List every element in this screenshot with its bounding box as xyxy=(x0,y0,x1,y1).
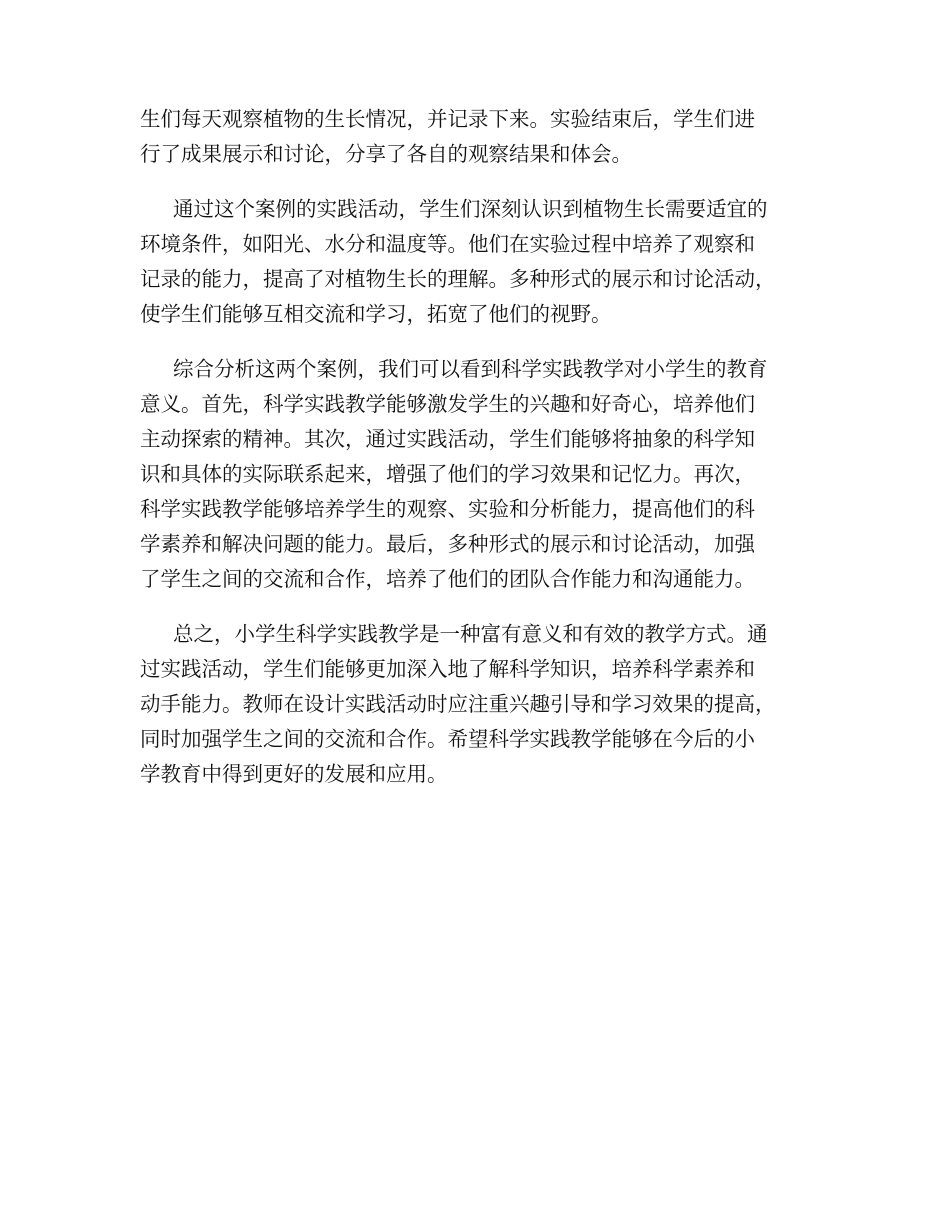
text-line: 生们每天观察植物的生长情况，并记录下来。实验结束后，学生们进 xyxy=(140,107,755,131)
text-line: 主动探索的精神。其次，通过实践活动，学生们能够将抽象的科学知 xyxy=(140,427,755,451)
text-line: 记录的能力，提高了对植物生长的理解。多种形式的展示和讨论活动， xyxy=(140,267,776,291)
text-line: 使学生们能够互相交流和学习，拓宽了他们的视野。 xyxy=(140,302,612,326)
text-line: 学素养和解决问题的能力。最后，多种形式的展示和讨论活动，加强 xyxy=(140,532,755,556)
text-line: 过实践活动，学生们能够更加深入地了解科学知识，培养科学素养和 xyxy=(140,657,755,681)
text-line: 同时加强学生之间的交流和合作。希望科学实践教学能够在今后的小 xyxy=(140,727,755,751)
paragraph-2 xyxy=(140,192,830,332)
paragraph-3 xyxy=(140,352,830,597)
text-line: 通过这个案例的实践活动，学生们深刻认识到植物生长需要适宜的 xyxy=(173,197,768,221)
text-line: 科学实践教学能够培养学生的观察、实验和分析能力，提高他们的科 xyxy=(140,497,755,521)
text-line: 识和具体的实际联系起来，增强了他们的学习效果和记忆力。再次， xyxy=(140,462,755,486)
text-line: 行了成果展示和讨论，分享了各自的观察结果和体会。 xyxy=(140,142,632,166)
paragraph-1 xyxy=(140,102,830,172)
text-line: 学教育中得到更好的发展和应用。 xyxy=(140,762,448,786)
text-line: 总之，小学生科学实践教学是一种富有意义和有效的教学方式。通 xyxy=(173,622,768,646)
text-line: 动手能力。教师在设计实践活动时应注重兴趣引导和学习效果的提高， xyxy=(140,692,776,716)
document-body xyxy=(140,102,830,812)
text-line: 环境条件，如阳光、水分和温度等。他们在实验过程中培养了观察和 xyxy=(140,232,755,256)
text-line: 综合分析这两个案例，我们可以看到科学实践教学对小学生的教育 xyxy=(173,357,768,381)
text-line: 了学生之间的交流和合作，培养了他们的团队合作能力和沟通能力。 xyxy=(140,567,755,591)
text-line: 意义。首先，科学实践教学能够激发学生的兴趣和好奇心，培养他们 xyxy=(140,392,755,416)
paragraph-4 xyxy=(140,617,830,792)
